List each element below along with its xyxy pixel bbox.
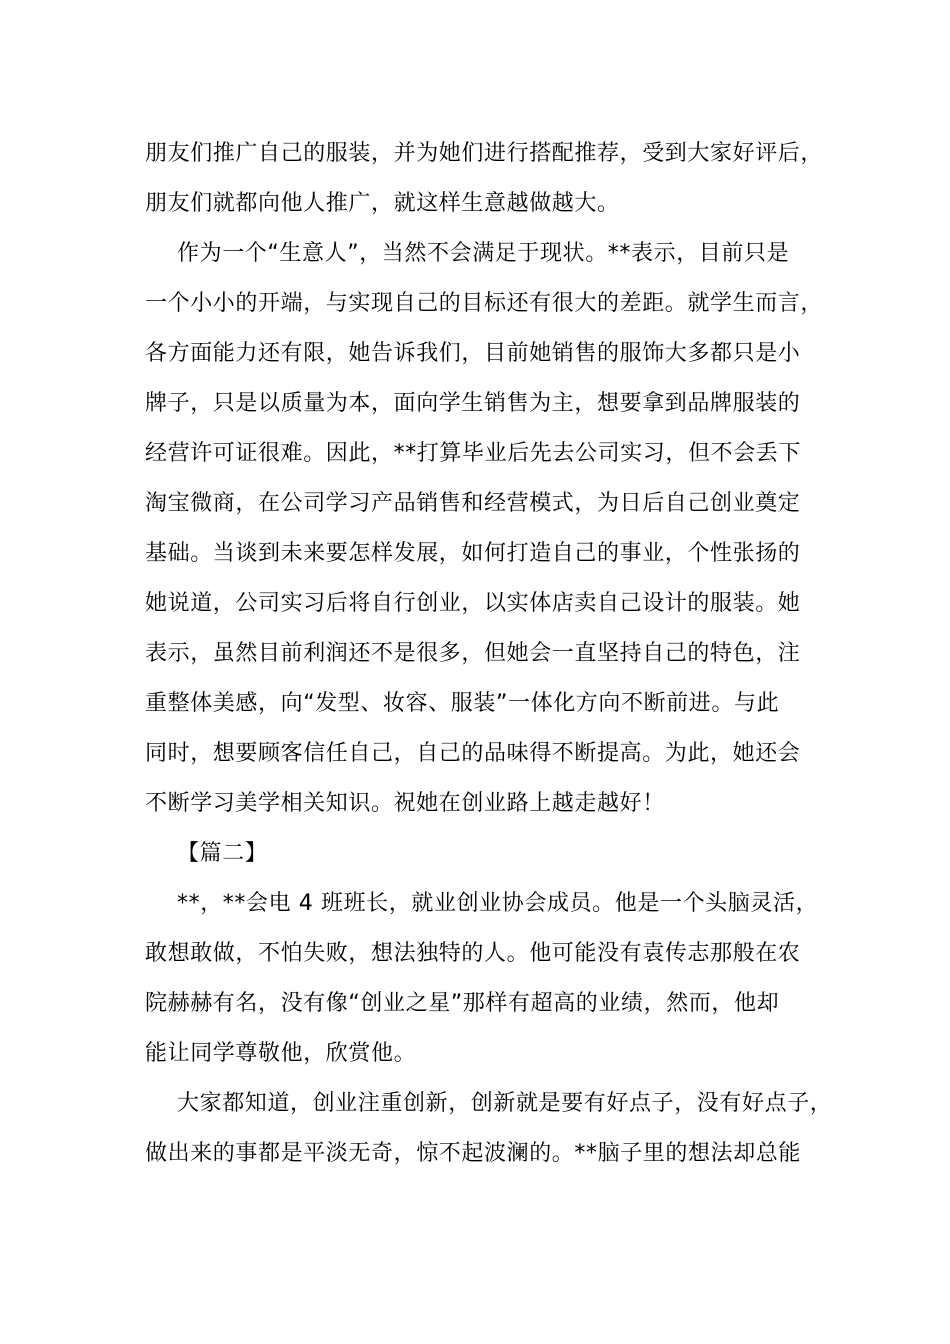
- paragraph-line: 表示，虽然目前利润还不是很多，但她会一直坚持自己的特色，注: [145, 641, 801, 666]
- paragraph-line: 不断学习美学相关知识。祝她在创业路上越走越好！: [145, 791, 665, 816]
- paragraph-line: 同时，想要顾客信任自己，自己的品味得不断提高。为此，她还会: [145, 741, 801, 766]
- paragraph-line: 朋友们推广自己的服装，并为她们进行搭配推荐，受到大家好评后，: [145, 141, 824, 166]
- section-heading: 【篇二】: [177, 841, 268, 866]
- paragraph-line: 重整体美感，向“发型、妆容、服装”一体化方向不断前进。与此: [145, 691, 780, 716]
- paragraph-line: 经营许可证很难。因此，**打算毕业后先去公司实习，但不会丢下: [145, 441, 802, 466]
- paragraph-line: 她说道，公司实习后将自行创业，以实体店卖自己设计的服装。她: [145, 591, 801, 616]
- paragraph-line: 朋友们就都向他人推广，就这样生意越做越大。: [145, 191, 620, 216]
- paragraph-line: 做出来的事都是平淡无奇，惊不起波澜的。**脑子里的想法却总能: [145, 1141, 802, 1166]
- paragraph-line: 淘宝微商，在公司学习产品销售和经营模式，为日后自己创业奠定: [145, 491, 801, 516]
- paragraph-line: 一个小小的开端，与实现自己的目标还有很大的差距。就学生而言，: [145, 291, 824, 316]
- paragraph-line: 牌子，只是以质量为本，面向学生销售为主，想要拿到品牌服装的: [145, 391, 801, 416]
- paragraph-line: 大家都知道，创业注重创新，创新就是要有好点子，没有好点子，: [177, 1091, 833, 1116]
- document-body: [145, 129, 833, 1179]
- paragraph-line: 敢想敢做，不怕失败，想法独特的人。他可能没有袁传志那般在农: [145, 941, 801, 966]
- paragraph-line: 能让同学尊敬他，欣赏他。: [145, 1041, 417, 1066]
- paragraph-line: **，**会电 4 班班长，就业创业协会成员。他是一个头脑灵活，: [177, 891, 819, 916]
- paragraph-line: 作为一个“生意人”，当然不会满足于现状。**表示，目前只是: [177, 241, 790, 266]
- paragraph-line: 院赫赫有名，没有像“创业之星”那样有超高的业绩，然而，他却: [145, 991, 780, 1016]
- paragraph-line: 各方面能力还有限，她告诉我们，目前她销售的服饰大多都只是小: [145, 341, 801, 366]
- paragraph-line: 基础。当谈到未来要怎样发展，如何打造自己的事业，个性张扬的: [145, 541, 801, 566]
